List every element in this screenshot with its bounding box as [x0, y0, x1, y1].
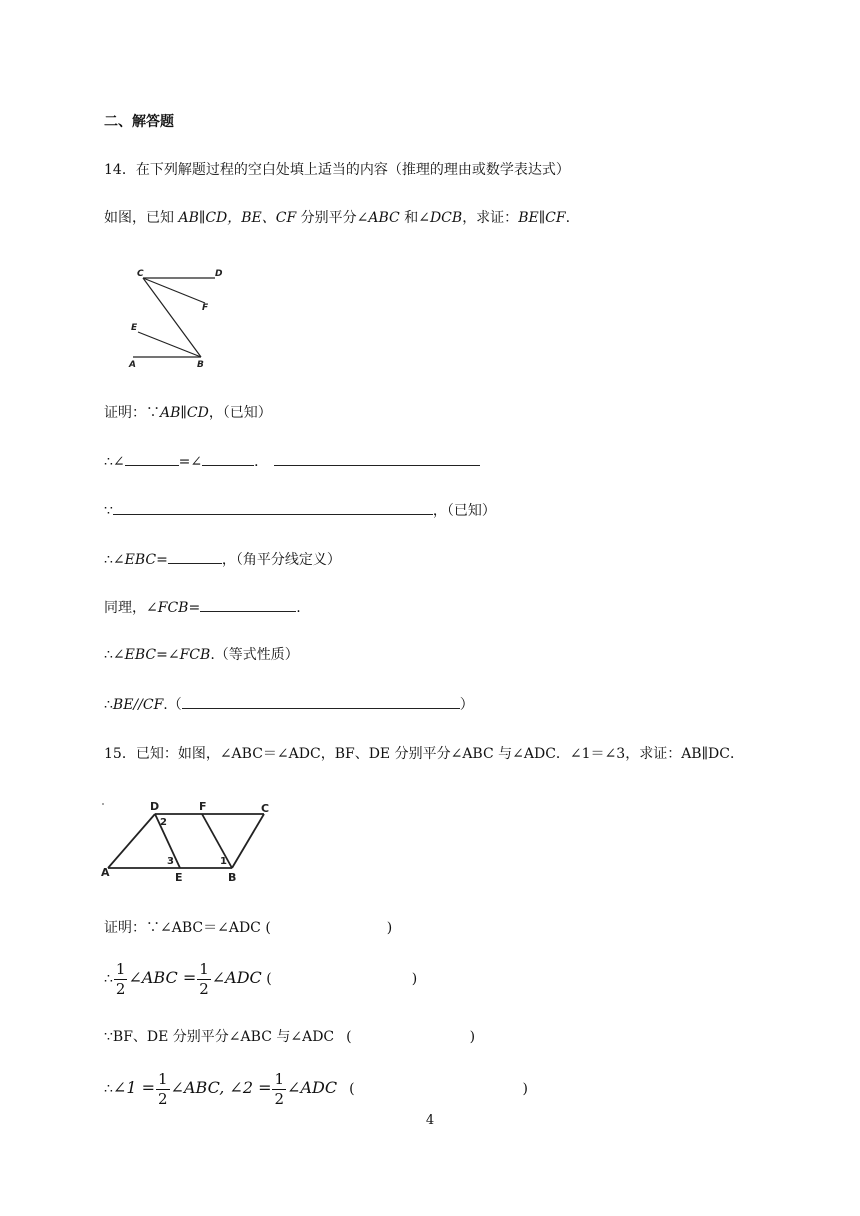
- q14-statement: 如图，已知 AB∥CD，BE、CF 分别平分∠ABC 和∠DCB，求证：BE∥CF.: [104, 210, 571, 226]
- label-a: A: [129, 360, 136, 370]
- q15-proof-line-3: ∵BF、DE 分别平分∠ABC 与∠ADC ( ): [104, 1029, 476, 1045]
- label-b: B: [228, 871, 237, 884]
- blank-reason-final[interactable]: [182, 694, 460, 709]
- angle-2-label: 2: [160, 817, 167, 828]
- q14-proof-line-7: ∴BE//CF.（ ）: [104, 694, 474, 715]
- q14-proof-line-3: ∵ ，（已知）: [104, 500, 496, 521]
- q15-prompt: 15．已知：如图，∠ABC＝∠ADC，BF、DE 分别平分∠ABC 与∠ADC．∠1＝∠3，求证：AB∥DC．: [104, 746, 744, 762]
- label-d: D: [150, 800, 160, 813]
- page-number: 4: [425, 1113, 435, 1128]
- q14-figure: [125, 262, 235, 374]
- segment-bf: [202, 814, 232, 868]
- q14-proof-line-2: ∴∠ =∠ ．: [104, 451, 480, 472]
- half-fraction: $\frac{1}{2}$: [199, 959, 209, 998]
- blank-ebc[interactable]: [168, 549, 222, 564]
- stray-dot: [102, 803, 104, 805]
- q14-prompt: 14．在下列解题过程的空白处填上适当的内容（推理的理由或数学表达式）: [104, 162, 570, 178]
- label-f: F: [199, 800, 207, 813]
- label-e: E: [131, 323, 138, 333]
- blank-fcb[interactable]: [200, 597, 296, 612]
- blank-given[interactable]: [113, 500, 433, 515]
- label-d: D: [215, 269, 223, 279]
- q15-proof-line-1: 证明：∵∠ABC＝∠ADC ( ): [104, 920, 393, 936]
- section-title: 二、解答题: [104, 114, 174, 130]
- q14-proof-line-6: ∴∠EBC=∠FCB.（等式性质）: [104, 647, 299, 663]
- label-e: E: [175, 871, 183, 884]
- half-fraction: $\frac{1}{2}$: [274, 1069, 285, 1108]
- q14-proof-line-5: 同理，∠FCB= .: [104, 597, 301, 618]
- blank-angle-2[interactable]: [202, 451, 254, 466]
- label-f: F: [202, 303, 209, 313]
- label-c: C: [137, 269, 144, 279]
- q14-proof-line-1: 证明：∵AB∥CD，（已知）: [104, 405, 272, 421]
- label-b: B: [197, 360, 204, 370]
- segment-ad: [108, 814, 155, 868]
- angle-3-label: 3: [167, 856, 174, 867]
- q15-figure: [100, 796, 280, 886]
- q15-proof-line-2: ∴ $\frac{1}{2}$ ∠ABC = $\frac{1}{2}$ ∠ADC ( ): [104, 959, 418, 998]
- segment-bc: [232, 814, 264, 868]
- blank-reason-1[interactable]: [274, 451, 480, 466]
- angle-1-label: 1: [220, 856, 227, 867]
- q14-proof-line-4: ∴∠EBC= ，（角平分线定义）: [104, 549, 341, 570]
- q15-proof-line-4: ∴∠1 = $\frac{1}{2}$ ∠ABC, ∠2 = $\frac{1}{2}$ ∠ADC ( ): [104, 1069, 528, 1108]
- label-a: A: [101, 866, 110, 879]
- half-fraction: $\frac{1}{2}$: [158, 1069, 168, 1108]
- half-fraction: $\frac{1}{2}$: [115, 959, 126, 998]
- label-c: C: [261, 802, 270, 815]
- blank-angle-1[interactable]: [125, 451, 179, 466]
